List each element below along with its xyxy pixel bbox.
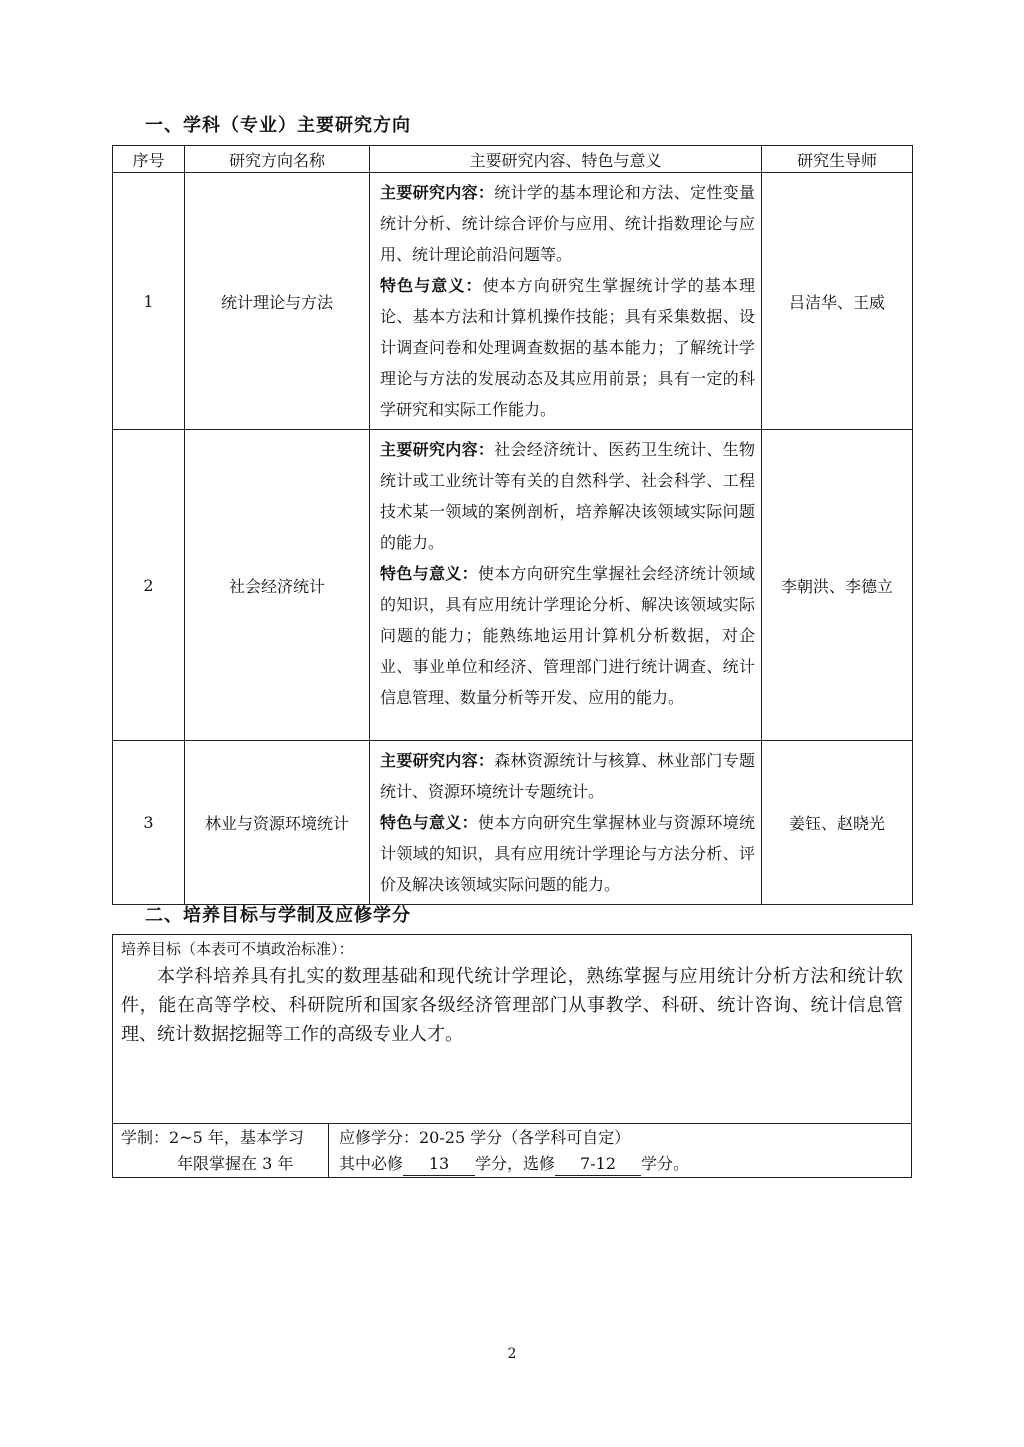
- column-header-name: 研究方向名称: [185, 146, 370, 173]
- table-row: [113, 173, 913, 430]
- page-number: 2: [507, 1346, 517, 1362]
- content-text: 森林资源统计与核算、林业部门专题统计、资源环境统计专题统计。: [380, 751, 755, 801]
- goal-label: 培养目标（本表可不填政治标准）：: [121, 940, 354, 958]
- feature-text: 使本方向研究生掌握林业与资源环境统计领域的知识，具有应用统计学理论与方法分析、评价及解决该领域实际问题的能力。: [380, 813, 755, 894]
- content-text: 统计学的基本理论和方法、定性变量统计分析、统计综合评价与应用、统计指数理论与应用、统计理论前沿问题等。: [380, 183, 755, 264]
- feature-paragraph: [380, 807, 755, 900]
- training-goal-box: [112, 934, 912, 1178]
- content-label: 主要研究内容：: [380, 183, 495, 202]
- feature-paragraph: [380, 270, 755, 425]
- advisors: 姜钰、赵晓光: [762, 741, 913, 905]
- table-row: [113, 430, 913, 741]
- table-header-row: [113, 146, 913, 173]
- duration-line-1: 学制：2~5 年，基本学习: [121, 1128, 304, 1147]
- column-header-content: 主要研究内容、特色与意义: [370, 146, 762, 173]
- content-text: 社会经济统计、医药卫生统计、生物统计或工业统计等有关的自然科学、社会科学、工程技术某一领域的案例剖析，培养解决该领域实际问题的能力。: [380, 440, 755, 552]
- direction-name: 社会经济统计: [185, 430, 370, 741]
- content-label: 主要研究内容：: [380, 751, 495, 770]
- direction-name: 统计理论与方法: [185, 173, 370, 430]
- column-header-number: 序号: [113, 146, 185, 173]
- column-header-advisors: 研究生导师: [762, 146, 913, 173]
- feature-label: 特色与意义：: [380, 813, 478, 832]
- duration-credits-row: [113, 1123, 911, 1177]
- feature-paragraph: [380, 558, 755, 713]
- research-directions-table: [112, 145, 913, 905]
- elective-prefix: 学分，选修: [475, 1154, 556, 1173]
- content-paragraph: [380, 177, 755, 270]
- table-row: [113, 741, 913, 905]
- required-prefix: 其中必修: [339, 1154, 404, 1173]
- feature-text: 使本方向研究生掌握统计学的基本理论、基本方法和计算机操作技能；具有采集数据、设计调查问卷和处理调查数据的基本能力；了解统计学理论与方法的发展动态及其应用前景；具有一定的科学研究和实际工作能力。: [380, 276, 755, 419]
- section2-heading: 二、培养目标与学制及应修学分: [145, 905, 411, 926]
- elective-credits-value: 7-12: [555, 1153, 641, 1176]
- elective-suffix: 学分。: [641, 1154, 690, 1173]
- direction-content: [370, 430, 762, 741]
- goal-area: [113, 935, 911, 1123]
- required-credits-value: 13: [403, 1153, 475, 1176]
- duration-cell: [113, 1124, 329, 1177]
- credits-detail-line: [339, 1151, 901, 1177]
- credits-line: 应修学分：20-25 学分（各学科可自定）: [339, 1128, 631, 1147]
- feature-label: 特色与意义：: [380, 564, 478, 583]
- feature-label: 特色与意义：: [380, 276, 483, 295]
- content-label: 主要研究内容：: [380, 440, 495, 459]
- duration-line-2: 年限掌握在 3 年: [177, 1154, 294, 1173]
- goal-text: 本学科培养具有扎实的数理基础和现代统计学理论，熟练掌握与应用统计分析方法和统计软件，能在高等学校、科研院所和国家各级经济管理部门从事教学、科研、统计咨询、统计信息管理、统计数据挖掘等工作的高级专业人才。: [121, 966, 903, 1045]
- row-number: 1: [113, 173, 185, 430]
- direction-content: [370, 741, 762, 905]
- row-number: 3: [113, 741, 185, 905]
- section1-heading: 一、学科（专业）主要研究方向: [145, 115, 411, 136]
- advisors: 吕洁华、王威: [762, 173, 913, 430]
- row-number: 2: [113, 430, 185, 741]
- content-paragraph: [380, 434, 755, 558]
- direction-name: 林业与资源环境统计: [185, 741, 370, 905]
- direction-content: [370, 173, 762, 430]
- feature-text: 使本方向研究生掌握社会经济统计领域的知识，具有应用统计学理论分析、解决该领域实际问题的能力；能熟练地运用计算机分析数据，对企业、事业单位和经济、管理部门进行统计调查、统计信息管理、数量分析等开发、应用的能力。: [380, 564, 755, 707]
- content-paragraph: [380, 745, 755, 807]
- advisors: 李朝洪、李德立: [762, 430, 913, 741]
- credits-cell: [329, 1124, 911, 1177]
